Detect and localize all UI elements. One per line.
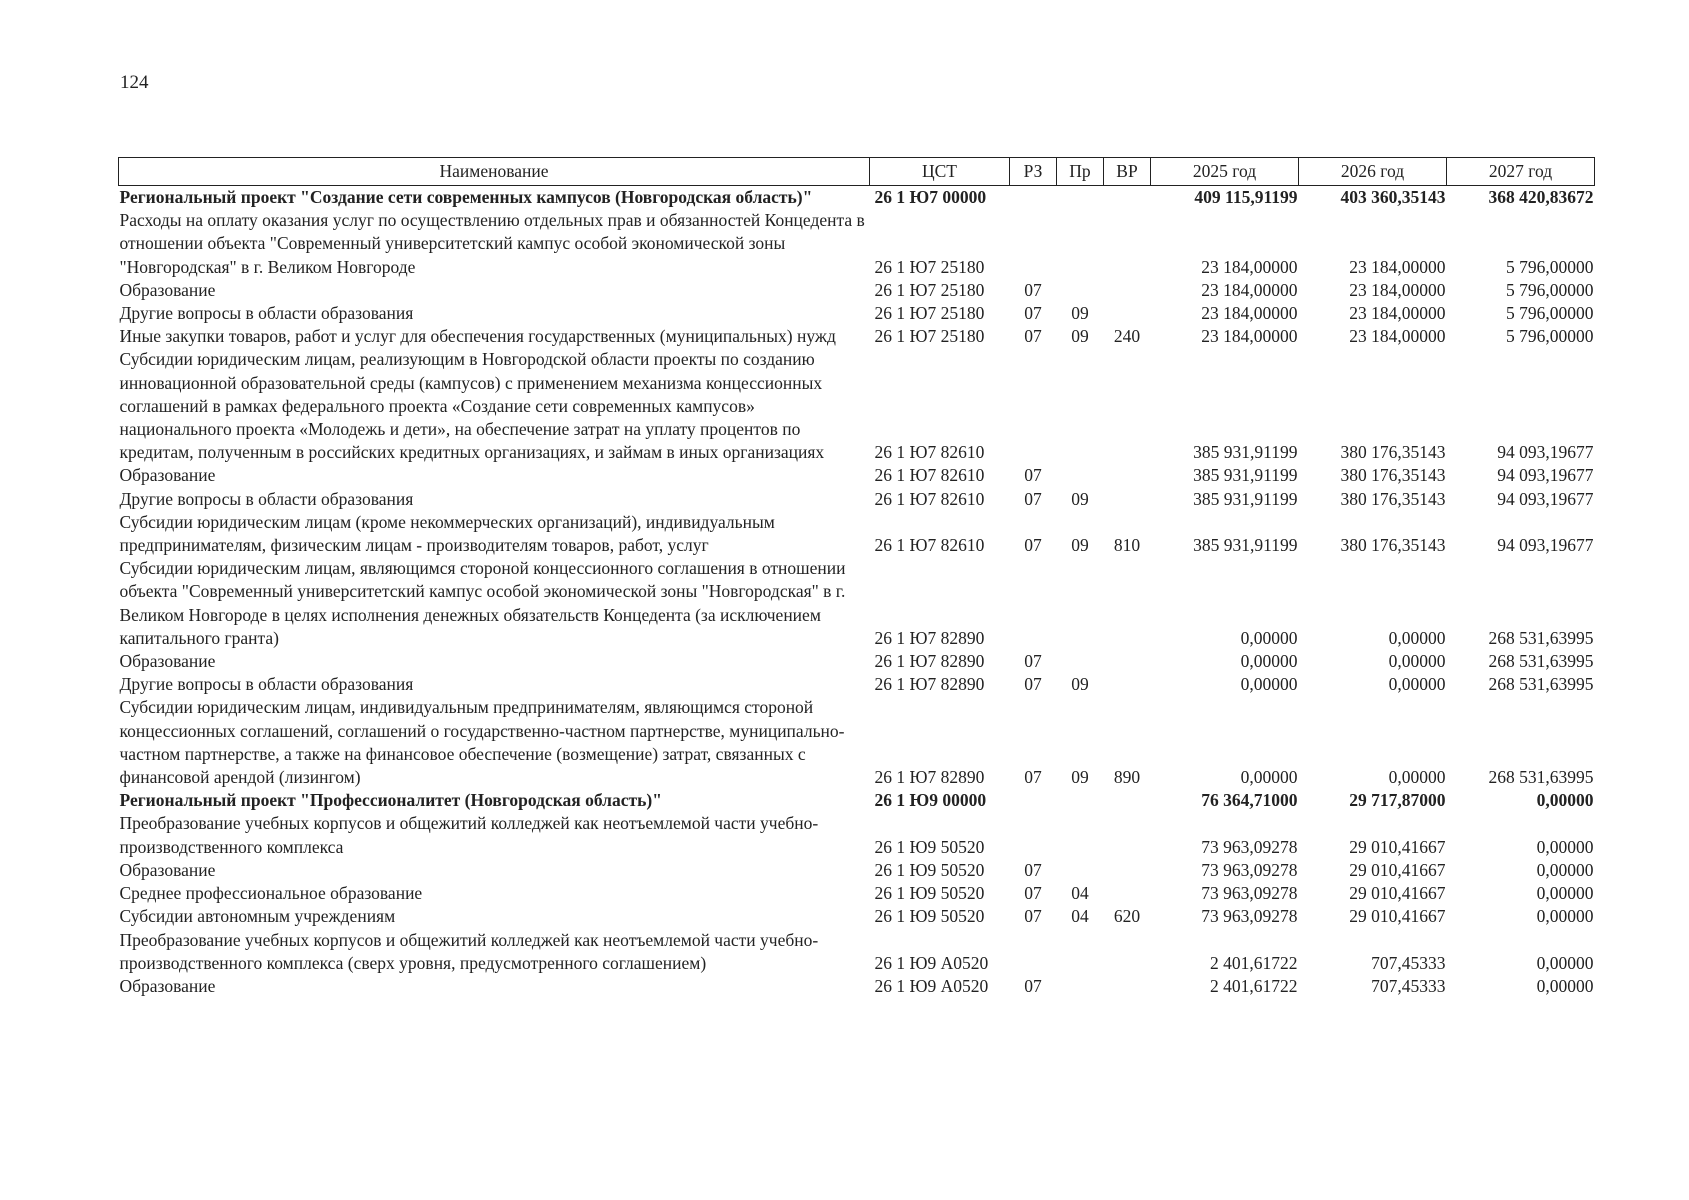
header-cst: ЦСТ	[870, 158, 1010, 186]
budget-table	[118, 157, 1595, 998]
cell-rz	[1010, 789, 1057, 812]
cell-2027: 368 420,83672	[1488, 187, 1594, 207]
cell-2025: 385 931,91199	[1193, 442, 1298, 463]
cell-cst: 26 1 Ю7 25180	[874, 326, 985, 347]
cell-rz: 07	[1024, 465, 1042, 486]
cell-name: Образование	[119, 465, 216, 486]
cell-cst: 26 1 Ю7 82610	[874, 535, 985, 556]
cell-2026: 29 010,41667	[1349, 836, 1446, 857]
cell-name: Образование	[119, 859, 216, 880]
cell-name: Иные закупки товаров, работ и услуг для обеспечения государственных (муниципальных) нужд	[119, 326, 836, 347]
table-row	[119, 279, 1595, 302]
cell-name: Другие вопросы в области образования	[119, 674, 414, 695]
cell-cst: 26 1 Ю9 50520	[874, 906, 985, 927]
cell-name: Образование	[119, 279, 216, 300]
cell-2027: 268 531,63995	[1488, 651, 1594, 672]
cell-cst: 26 1 Ю9 50520	[874, 859, 985, 880]
cell-rz: 07	[1024, 651, 1042, 672]
cell-2027: 0,00000	[1536, 836, 1594, 857]
cell-rz: 07	[1024, 488, 1042, 509]
cell-name: Субсидии автономным учреждениям	[119, 906, 396, 927]
header-vr: ВР	[1104, 158, 1151, 186]
cell-name: Другие вопросы в области образования	[119, 303, 414, 324]
cell-name: Преобразование учебных корпусов и общежитий колледжей как неотъемлемой части учебно-производственного комплекса	[119, 813, 819, 857]
cell-pr	[1057, 186, 1104, 210]
cell-name: Образование	[119, 651, 216, 672]
cell-2025: 385 931,91199	[1193, 535, 1298, 556]
cell-2026: 380 176,35143	[1340, 488, 1446, 509]
table-row	[119, 464, 1595, 487]
cell-cst: 26 1 Ю9 00000	[874, 790, 987, 811]
cell-vr: 890	[1113, 767, 1141, 788]
page-number: 124	[120, 72, 149, 93]
cell-2027: 94 093,19677	[1497, 535, 1594, 556]
cell-name: Субсидии юридическим лицам (кроме некоммерческих организаций), индивидуальным предпринимателям, физическим лицам - производителям товаров, работ, услуг	[119, 511, 775, 556]
cell-2026: 29 010,41667	[1349, 906, 1446, 927]
cell-rz: 07	[1024, 279, 1042, 300]
cell-rz	[1010, 186, 1057, 210]
cell-rz: 07	[1024, 674, 1042, 695]
cell-pr	[1057, 348, 1104, 464]
cell-2026: 380 176,35143	[1340, 465, 1446, 486]
table-row	[119, 650, 1595, 673]
cell-2027: 94 093,19677	[1497, 442, 1594, 463]
cell-2025: 23 184,00000	[1201, 326, 1298, 347]
table-row	[119, 348, 1595, 464]
cell-rz	[1010, 812, 1057, 858]
cell-2026: 23 184,00000	[1349, 303, 1446, 324]
cell-pr: 09	[1071, 535, 1089, 556]
cell-2025: 73 963,09278	[1201, 836, 1298, 857]
cell-2025: 2 401,61722	[1210, 975, 1298, 996]
cell-2026: 29 717,87000	[1349, 790, 1446, 811]
cell-pr	[1057, 650, 1104, 673]
cell-2026: 380 176,35143	[1340, 442, 1446, 463]
cell-vr	[1104, 975, 1151, 998]
cell-pr	[1057, 859, 1104, 882]
header-2027: 2027 год	[1447, 158, 1595, 186]
cell-cst: 26 1 Ю7 82890	[874, 651, 985, 672]
table-header-row	[119, 158, 1595, 186]
cell-2025: 73 963,09278	[1201, 883, 1298, 904]
cell-cst: 26 1 Ю7 82890	[874, 767, 985, 788]
cell-pr: 09	[1071, 488, 1089, 509]
cell-2025: 385 931,91199	[1193, 465, 1298, 486]
table-row	[119, 673, 1595, 696]
cell-2026: 0,00000	[1388, 674, 1446, 695]
cell-rz: 07	[1024, 767, 1042, 788]
cell-rz: 07	[1024, 535, 1042, 556]
cell-rz	[1010, 557, 1057, 650]
table-row	[119, 696, 1595, 789]
cell-vr	[1104, 882, 1151, 905]
cell-vr	[1104, 348, 1151, 464]
cell-name: Преобразование учебных корпусов и общежитий колледжей как неотъемлемой части учебно-производственного комплекса (сверх уровня, предусмотренного соглашением)	[119, 929, 819, 973]
cell-rz	[1010, 348, 1057, 464]
cell-pr: 09	[1071, 674, 1089, 695]
cell-pr	[1057, 789, 1104, 812]
header-pr: Пр	[1057, 158, 1104, 186]
cell-vr	[1104, 302, 1151, 325]
cell-2025: 0,00000	[1240, 767, 1298, 788]
cell-vr	[1104, 488, 1151, 511]
cell-2027: 268 531,63995	[1488, 767, 1594, 788]
cell-2026: 380 176,35143	[1340, 535, 1446, 556]
cell-cst: 26 1 Ю7 82610	[874, 442, 985, 463]
cell-pr: 09	[1071, 326, 1089, 347]
cell-2027: 0,00000	[1536, 975, 1594, 996]
cell-name: Региональный проект "Профессионалитет (Новгородская область)"	[119, 790, 662, 811]
cell-pr	[1057, 975, 1104, 998]
cell-2027: 0,00000	[1536, 883, 1594, 904]
cell-2027: 0,00000	[1536, 859, 1594, 880]
cell-2027: 5 796,00000	[1506, 303, 1594, 324]
cell-2027: 268 531,63995	[1488, 674, 1594, 695]
cell-2025: 73 963,09278	[1201, 859, 1298, 880]
cell-cst: 26 1 Ю7 82610	[874, 488, 985, 509]
cell-cst: 26 1 Ю9 А0520	[874, 952, 989, 973]
cell-2025: 23 184,00000	[1201, 279, 1298, 300]
cell-rz: 07	[1024, 859, 1042, 880]
cell-cst: 26 1 Ю7 25180	[874, 279, 985, 300]
cell-rz: 07	[1024, 906, 1042, 927]
table-row	[119, 812, 1595, 858]
cell-vr	[1104, 789, 1151, 812]
table-row	[119, 929, 1595, 975]
cell-2027: 94 093,19677	[1497, 488, 1594, 509]
cell-rz	[1010, 929, 1057, 975]
cell-2027: 0,00000	[1536, 906, 1594, 927]
cell-name: Расходы на оплату оказания услуг по осуществлению отдельных прав и обязанностей Концедента в отношении объекта "Современный университетский кампус особой экономической зоны "Новгородская" в г. Великом Новгороде	[119, 210, 865, 277]
header-2026: 2026 год	[1299, 158, 1447, 186]
cell-2027: 268 531,63995	[1488, 627, 1594, 648]
cell-2026: 29 010,41667	[1349, 859, 1446, 880]
cell-2025: 2 401,61722	[1210, 952, 1298, 973]
cell-2026: 29 010,41667	[1349, 883, 1446, 904]
cell-name: Другие вопросы в области образования	[119, 488, 414, 509]
cell-pr: 04	[1071, 883, 1089, 904]
cell-pr: 09	[1071, 303, 1089, 324]
cell-2027: 5 796,00000	[1506, 256, 1594, 277]
cell-vr	[1104, 279, 1151, 302]
cell-pr	[1057, 279, 1104, 302]
cell-vr	[1104, 464, 1151, 487]
cell-pr	[1057, 812, 1104, 858]
cell-2025: 409 115,91199	[1194, 187, 1298, 207]
cell-2027: 0,00000	[1536, 790, 1594, 811]
cell-rz: 07	[1024, 326, 1042, 347]
cell-2025: 385 931,91199	[1193, 488, 1298, 509]
cell-vr	[1104, 186, 1151, 210]
table-row	[119, 511, 1595, 557]
header-name: Наименование	[119, 158, 870, 186]
cell-2026: 0,00000	[1388, 651, 1446, 672]
cell-vr	[1104, 859, 1151, 882]
cell-2026: 707,45333	[1371, 952, 1446, 973]
cell-name: Среднее профессиональное образование	[119, 883, 423, 904]
table-row	[119, 859, 1595, 882]
table-body	[119, 186, 1595, 999]
cell-name: Субсидии юридическим лицам, индивидуальным предпринимателям, являющимся стороной концессионных соглашений, соглашений о государственно-частном партнерстве, муниципально-частном партнерстве, а также на финансовое обеспечение (возмещение) затрат, связанных с финансовой арендой (лизингом)	[119, 697, 845, 788]
header-rz: РЗ	[1010, 158, 1057, 186]
cell-vr	[1104, 209, 1151, 279]
cell-2025: 23 184,00000	[1201, 303, 1298, 324]
cell-pr: 04	[1071, 906, 1089, 927]
table-row	[119, 186, 1595, 210]
cell-2025: 0,00000	[1240, 674, 1298, 695]
table-row	[119, 789, 1595, 812]
table-row	[119, 557, 1595, 650]
cell-2026: 707,45333	[1371, 975, 1446, 996]
cell-2026: 0,00000	[1388, 767, 1446, 788]
cell-vr	[1104, 929, 1151, 975]
cell-2026: 23 184,00000	[1349, 256, 1446, 277]
cell-cst: 26 1 Ю7 00000	[874, 187, 987, 207]
cell-name: Региональный проект "Создание сети современных кампусов (Новгородская область)"	[119, 187, 813, 207]
cell-vr	[1104, 673, 1151, 696]
table-row	[119, 488, 1595, 511]
cell-vr: 620	[1113, 906, 1141, 927]
cell-cst: 26 1 Ю7 82890	[874, 627, 985, 648]
cell-2025: 23 184,00000	[1201, 256, 1298, 277]
cell-2025: 0,00000	[1240, 627, 1298, 648]
table-row	[119, 882, 1595, 905]
table-row	[119, 209, 1595, 279]
cell-2026: 23 184,00000	[1349, 279, 1446, 300]
table-row	[119, 975, 1595, 998]
cell-pr: 09	[1071, 767, 1089, 788]
cell-name: Субсидии юридическим лицам, реализующим в Новгородской области проекты по созданию инновационной образовательной среды (кампусов) с применением механизма концессионных соглашений в рамках федерального проекта «Создание сети современных кампусов» национального проекта «Молодежь и дети», на обеспечение затрат на уплату процентов по кредитам, полученным в российских кредитных организациях, и займам в иных организациях	[119, 349, 825, 463]
cell-name: Образование	[119, 975, 216, 996]
cell-vr	[1104, 557, 1151, 650]
cell-2026: 23 184,00000	[1349, 326, 1446, 347]
table-row	[119, 905, 1595, 928]
cell-2026: 0,00000	[1388, 627, 1446, 648]
cell-2027: 5 796,00000	[1506, 279, 1594, 300]
table-row	[119, 325, 1595, 348]
cell-name: Субсидии юридическим лицам, являющимся стороной концессионного соглашения в отношении объекта "Современный университетский кампус особой экономической зоны "Новгородская" в г. Великом Новгороде в целях исполнения денежных обязательств Концедента (за исключением капитального гранта)	[119, 558, 846, 648]
cell-pr	[1057, 557, 1104, 650]
cell-2025: 73 963,09278	[1201, 906, 1298, 927]
cell-pr	[1057, 464, 1104, 487]
cell-rz: 07	[1024, 883, 1042, 904]
cell-cst: 26 1 Ю7 82890	[874, 674, 985, 695]
cell-vr: 810	[1113, 535, 1141, 556]
cell-rz	[1010, 209, 1057, 279]
cell-cst: 26 1 Ю7 25180	[874, 303, 985, 324]
cell-vr	[1104, 812, 1151, 858]
cell-2025: 76 364,71000	[1201, 790, 1298, 811]
cell-rz: 07	[1024, 975, 1042, 996]
cell-cst: 26 1 Ю7 82610	[874, 465, 985, 486]
cell-vr	[1104, 650, 1151, 673]
cell-cst: 26 1 Ю7 25180	[874, 256, 985, 277]
cell-rz: 07	[1024, 303, 1042, 324]
header-2025: 2025 год	[1151, 158, 1299, 186]
cell-cst: 26 1 Ю9 50520	[874, 883, 985, 904]
cell-cst: 26 1 Ю9 А0520	[874, 975, 989, 996]
cell-2025: 0,00000	[1240, 651, 1298, 672]
cell-2027: 0,00000	[1536, 952, 1594, 973]
cell-vr: 240	[1113, 326, 1141, 347]
cell-2026: 403 360,35143	[1340, 187, 1446, 207]
cell-cst: 26 1 Ю9 50520	[874, 836, 985, 857]
cell-pr	[1057, 209, 1104, 279]
cell-2027: 94 093,19677	[1497, 465, 1594, 486]
cell-pr	[1057, 929, 1104, 975]
table-row	[119, 302, 1595, 325]
cell-2027: 5 796,00000	[1506, 326, 1594, 347]
